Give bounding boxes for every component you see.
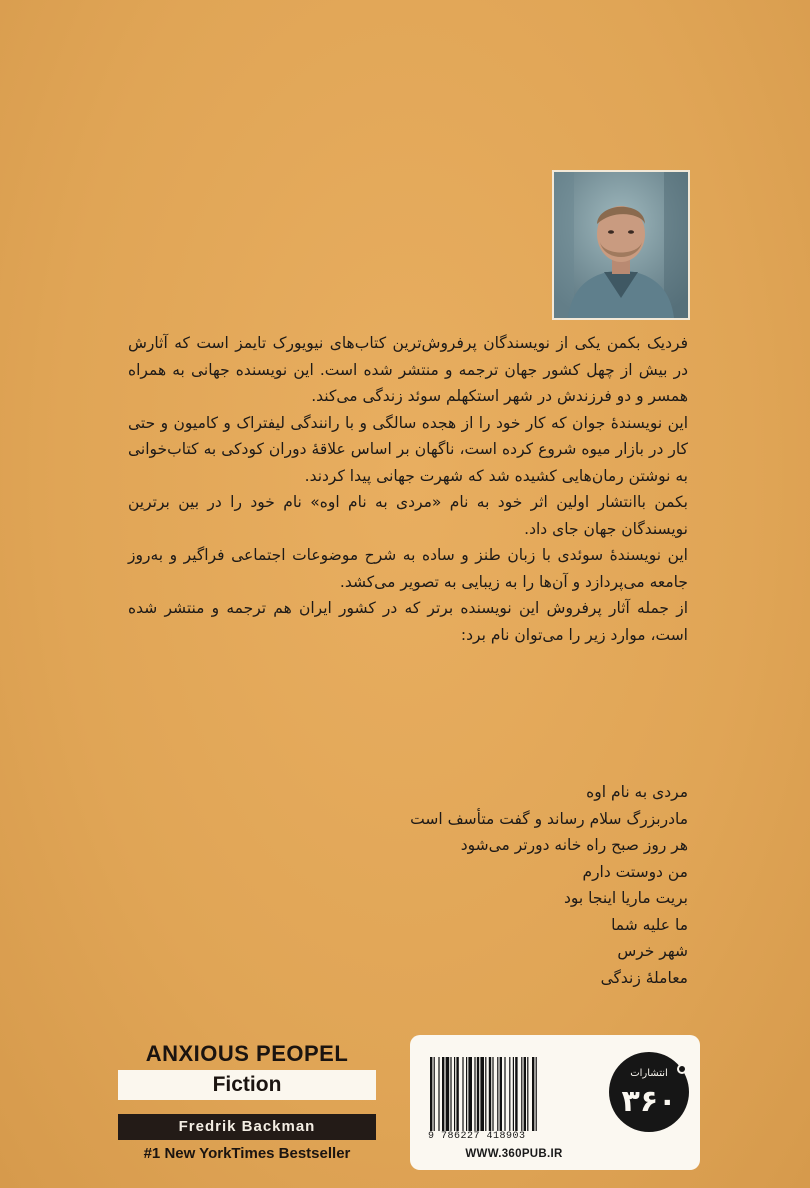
bestseller-tagline: #1 New YorkTimes Bestseller [143,1145,351,1162]
works-list-item: معاملهٔ زندگی [600,968,688,987]
barcode-bar [442,1057,444,1131]
barcode-bar [527,1057,528,1131]
barcode-bar [485,1057,486,1131]
bio-paragraph: بکمن باانتشار اولین اثر خود به نام «مردی به نام اوه» نام خود را در بین برترین نویسندگان جهان جای داد. [128,493,688,538]
barcode-bar [446,1057,450,1131]
barcode-bar [480,1057,484,1131]
barcode-bar [438,1057,439,1131]
barcode-bar [434,1057,435,1131]
works-list-item: مادربزرگ سلام رساند و گفت متأسف است [410,809,688,828]
works-list-item: شهر خرس [617,942,688,960]
barcode-bar [454,1057,455,1131]
barcode-bar [466,1057,467,1131]
series-block [116,1042,378,1164]
bio-paragraph: این نویسندهٔ سوئدی با زبان طنز و ساده به شرح موضوعات اجتماعی فراگیر و به‌روز جامعه می‌پردازد و آن‌ها را به زیبایی به تصویر می‌کشد. [128,546,688,591]
barcode-bar [456,1057,458,1131]
works-list-item: ما علیه شما [611,915,688,934]
works-list-item: مردی به نام اوه [586,783,688,801]
publisher-website: WWW.360PUB.IR [465,1148,563,1160]
author-biography [128,330,688,648]
barcode-bar [492,1057,493,1131]
barcode-bar [450,1057,451,1131]
original-title: ANXIOUS PEOPEL [145,1041,349,1066]
isbn-number: 9 786227 418903 [428,1131,526,1142]
bio-paragraph: این نویسندهٔ جوان که کار خود را از هجده سالگی و با رانندگی لیفتراک و کامیون و حتی کار در بازار میوه شروع کرده است، ناگهان بر اساس علاقهٔ دوران کودکی به کتاب‌خوانی به نوشتن رمان‌هایی کشیده شد که شهرت جهانی پیدا کردند. [128,413,688,485]
publisher-logo-icon [606,1049,692,1135]
barcode-bar [477,1057,479,1131]
barcode-bar [489,1057,491,1131]
publisher-logo-number: ۳۶۰ [621,1084,677,1119]
barcode-bar [462,1057,463,1131]
barcode-bar [500,1057,502,1131]
barcode-bar [509,1057,510,1131]
barcode-bar [430,1057,432,1131]
bio-paragraph: از جمله آثار پرفروش این نویسنده برتر که در کشور ایران هم ترجمه و منتشر شده است، موارد زیر را می‌توان نام برد: [128,599,688,644]
author-portrait-image [554,172,688,318]
barcode-bar [474,1057,475,1131]
barcode-bar [504,1057,505,1131]
barcode-bar [497,1057,498,1131]
author-photo [552,170,690,320]
barcode-bar [521,1057,522,1131]
barcode-bar [532,1057,534,1131]
genre-label: Fiction [118,1070,376,1100]
publisher-logo-label: انتشارات [630,1068,668,1079]
works-list [300,779,688,991]
bio-paragraph: فردیک بکمن یکی از نویسندگان پرفروش‌ترین کتاب‌های نیویورک تایمز است که آثارش در بیش از چهل کشور جهان ترجمه و منتشر شده است. این نویسنده جهانی به همراه همسر و دو فرزندش در شهر استکهلم سوئد زندگی می‌کند. [128,334,688,405]
isbn-barcode [428,1057,592,1131]
barcode-bar [524,1057,526,1131]
works-list-item: من دوستت دارم [582,862,688,881]
barcode-bar [468,1057,472,1131]
works-list-item: بریت ماریا اینجا بود [564,889,688,907]
barcode-bar [536,1057,537,1131]
works-list-item: هر روز صبح راه خانه دورتر می‌شود [460,836,688,854]
barcode-bar [513,1057,514,1131]
barcode-panel [410,1035,700,1170]
barcode-bar [515,1057,517,1131]
author-name-band: Fredrik Backman [118,1114,376,1140]
